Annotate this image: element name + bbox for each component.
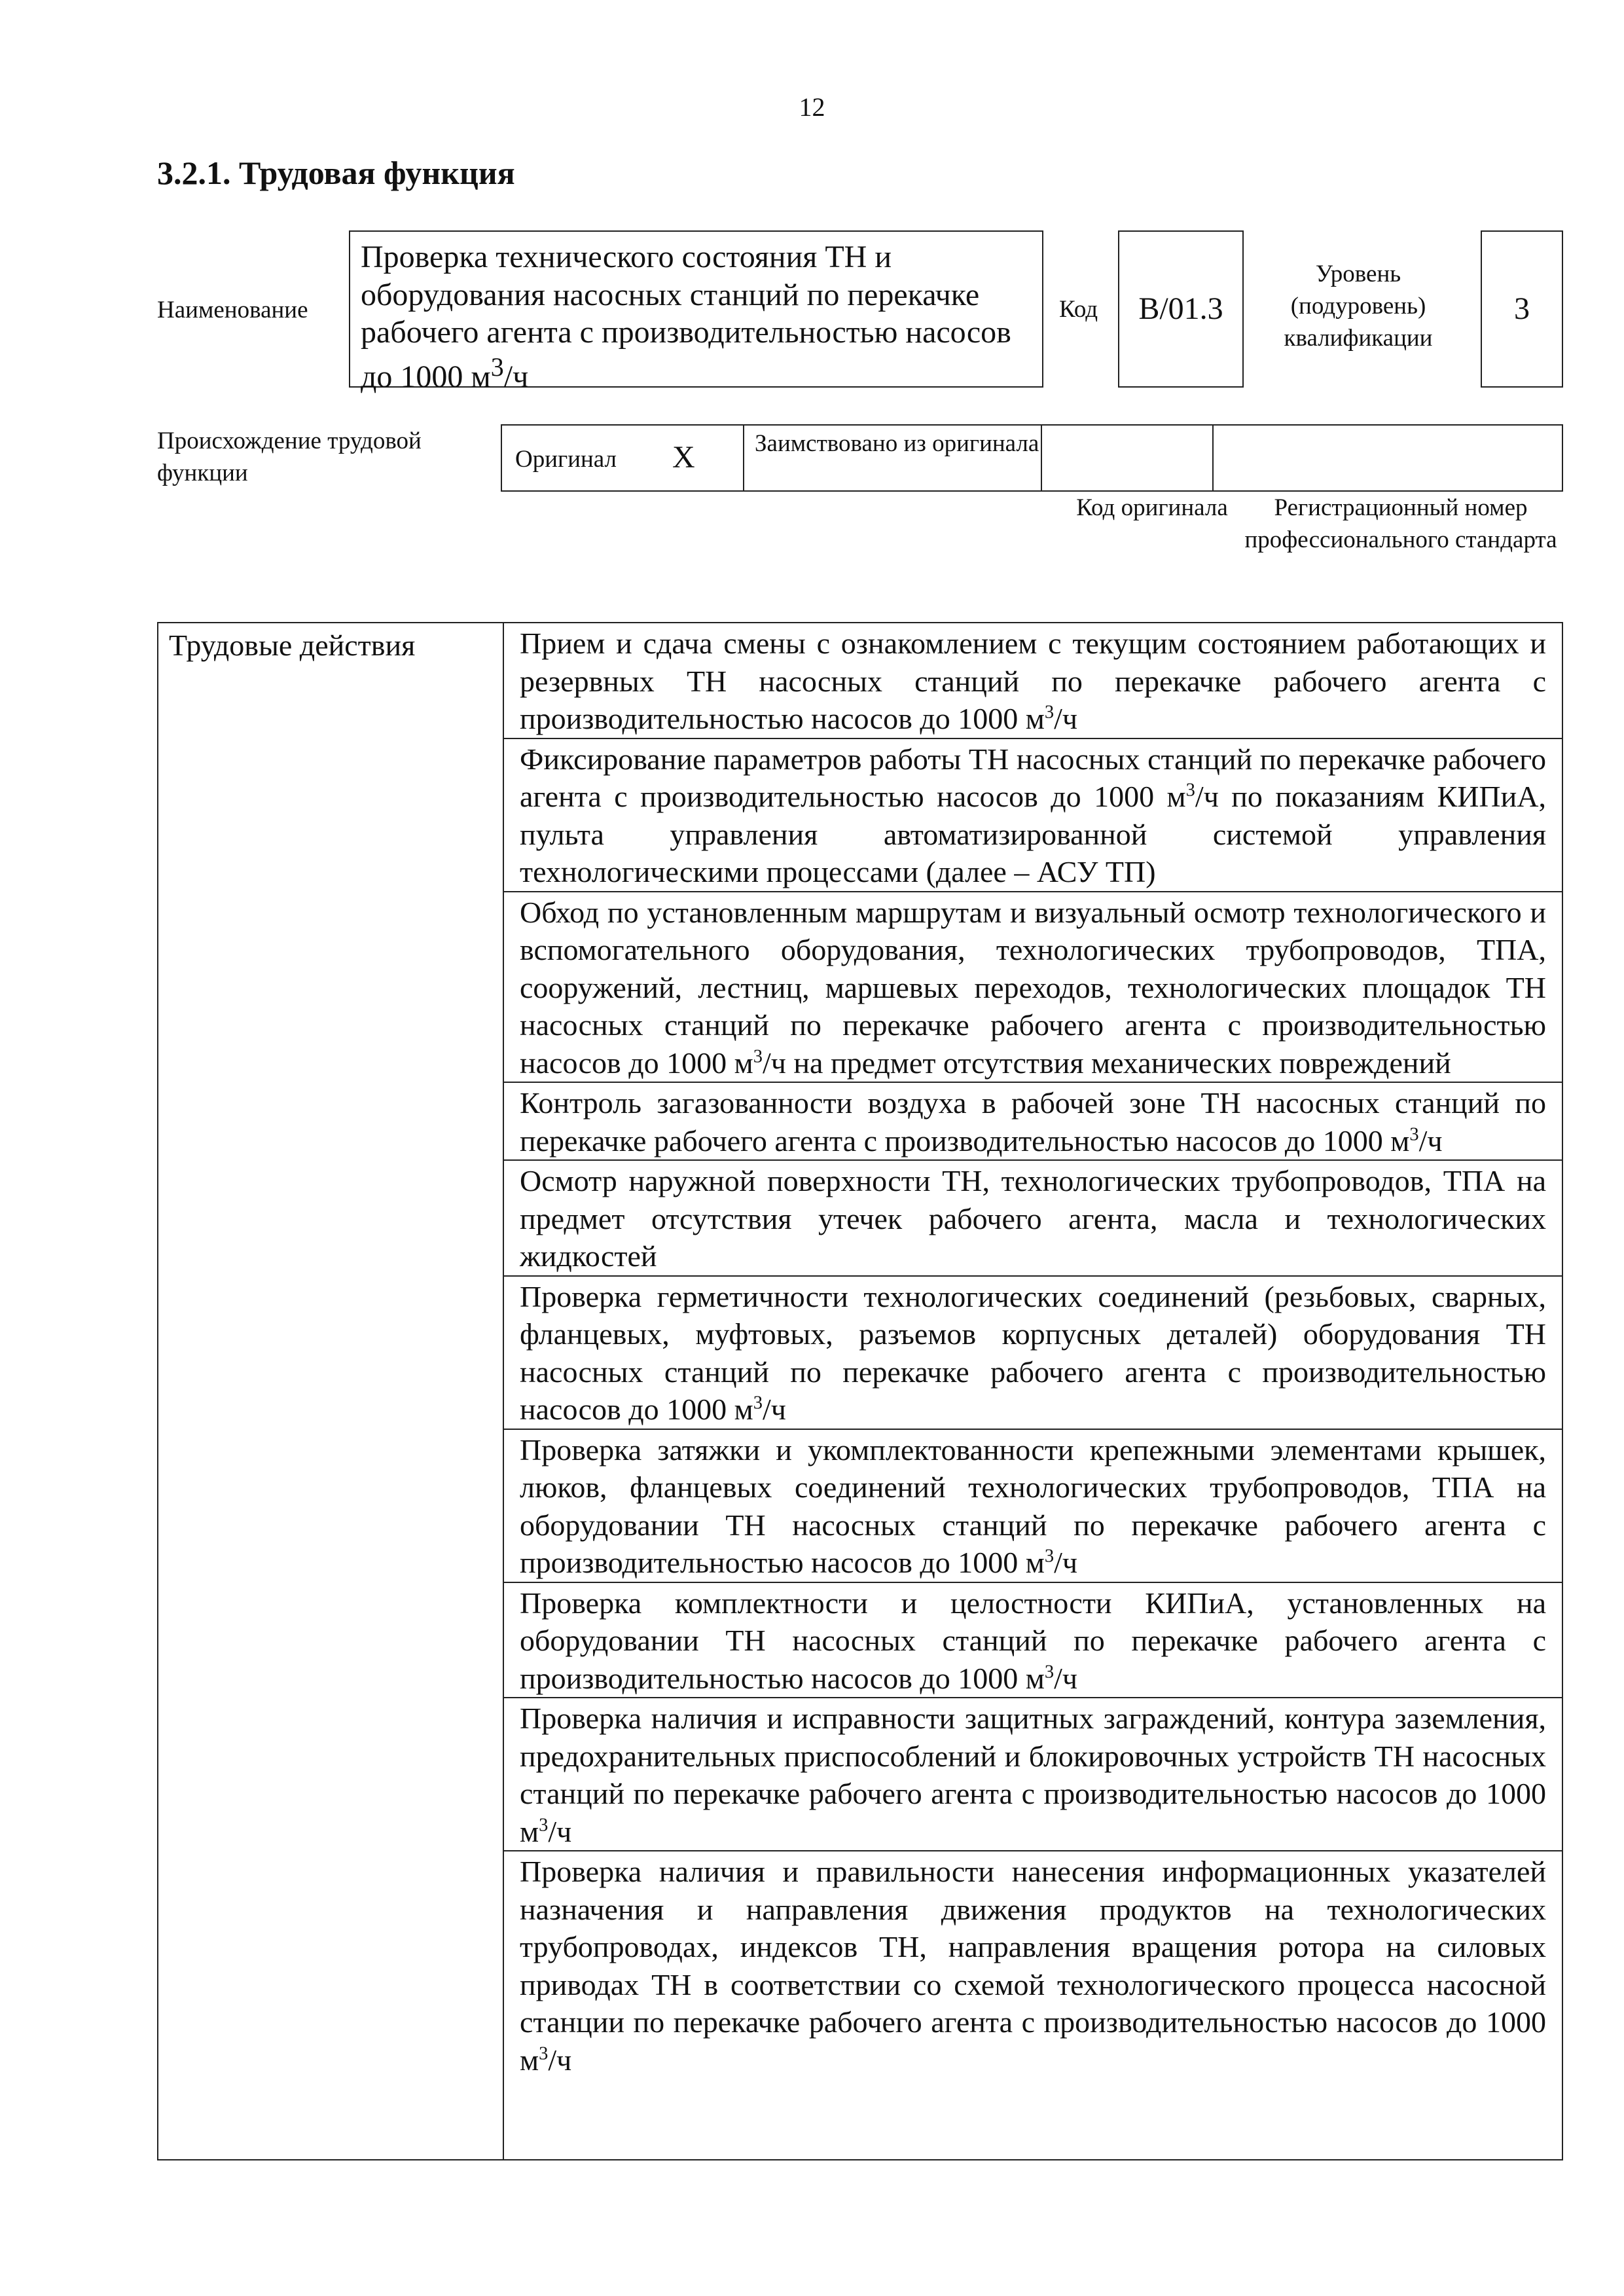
function-name-text: Проверка технического состояния ТН и оборудования насосных станций по перекачке рабочего агента с производительностью насосов до 1000 $м^3/ч$ [361,240,1011,394]
labor-actions-list [504,623,1562,2079]
labor-actions-table [157,622,1563,2160]
code-label: Код [1059,296,1098,323]
reg-number-cell [1214,426,1564,490]
code-value: B/01.3 [1138,291,1223,327]
origin-row [501,424,1563,492]
labor-actions-label: Трудовые действия [169,629,416,662]
borrowed-cell [744,426,1042,490]
original-mark: X [672,440,695,475]
name-label: Наименование [157,297,308,323]
level-box [1481,230,1563,388]
level-value: 3 [1514,291,1530,327]
labor-action-row: Проверка комплектности и целостности КИПиА, установленных на оборудовании ТН насосных станций по перекачке рабочего агента с производительностью насосов до 1000 $м^3/ч$ [504,1583,1562,1699]
code-original-caption: Код оригинала [1076,494,1228,521]
labor-action-row: Проверка наличия и правильности нанесения информационных указателей назначения и направления движения продуктов на технологических трубопроводах, индексов ТН, направления вращения ротора на силовых приводах ТН в соответствии со схемой технологического процесса насосной станции по перекачке рабочего агента с производительностью насосов до 1000 $м^3/ч$ [520,1855,1546,2077]
labor-action-row: Обход по установленным маршрутам и визуальный осмотр технологического и вспомогательного оборудования, технологических трубопроводов, ТПА, сооружений, лестниц, маршевых переходов, технологических площадок ТН насосных станций по перекачке рабочего агента с производительностью насосов до 1000 $м^3/ч$ на предмет отсутствия механических повреждений [504,892,1562,1084]
section-title: 3.2.1. Трудовая функция [157,155,515,191]
borrowed-label: Заимствовано из оригинала [755,430,1039,457]
labor-action-row: Проверка затяжки и укомплектованности крепежными элементами крышек, люков, фланцевых соединений технологических трубопроводов, ТПА на оборудовании ТН насосных станций по перекачке рабочего агента с производительностью насосов до 1000 $м^3/ч$ [504,1430,1562,1583]
level-label: Уровень (подуровень) квалификации [1284,261,1433,352]
code-original-cell [1042,426,1214,490]
reg-number-caption: Регистрационный номер профессионального стандарта [1244,494,1557,553]
labor-action-row: Проверка наличия и исправности защитных заграждений, контура заземления, предохранительных приспособлений и блокировочных устройств ТН насосных станций по перекачке рабочего агента с производительностью насосов до 1000 $м^3/ч$ [504,1698,1562,1851]
function-name-box [349,230,1043,394]
page-number: 12 [799,92,825,122]
code-box [1118,230,1244,388]
labor-action-row: Фиксирование параметров работы ТН насосных станций по перекачке рабочего агента с производительностью насосов до 1000 $м^3/ч$ по показаниям КИПиА, пульта управления автоматизированной системой управления технологическими процессами (далее – АСУ ТП) [504,739,1562,892]
origin-label: Происхождение трудовой функции [157,428,422,486]
labor-action-row: Контроль загазованности воздуха в рабочей зоне ТН насосных станций по перекачке рабочего агента с производительностью насосов до 1000 $м^3/ч$ [504,1083,1562,1161]
labor-action-row: Осмотр наружной поверхности ТН, технологических трубопроводов, ТПА на предмет отсутствия утечек рабочего агента, масла и технологических жидкостей [504,1161,1562,1277]
original-label: Оригинал [515,446,617,473]
original-cell [502,426,744,490]
labor-action-row: Прием и сдача смены с ознакомлением с текущим состоянием работающих и резервных ТН насосных станций по перекачке рабочего агента с производительностью насосов до 1000 $м^3/ч$ [504,623,1562,739]
labor-action-row: Проверка герметичности технологических соединений (резьбовых, сварных, фланцевых, муфтовых, разъемов корпусных деталей) оборудования ТН насосных станций по перекачке рабочего агента с производительностью насосов до 1000 $м^3/ч$ [504,1277,1562,1430]
labor-actions-label-cell [158,623,504,2159]
